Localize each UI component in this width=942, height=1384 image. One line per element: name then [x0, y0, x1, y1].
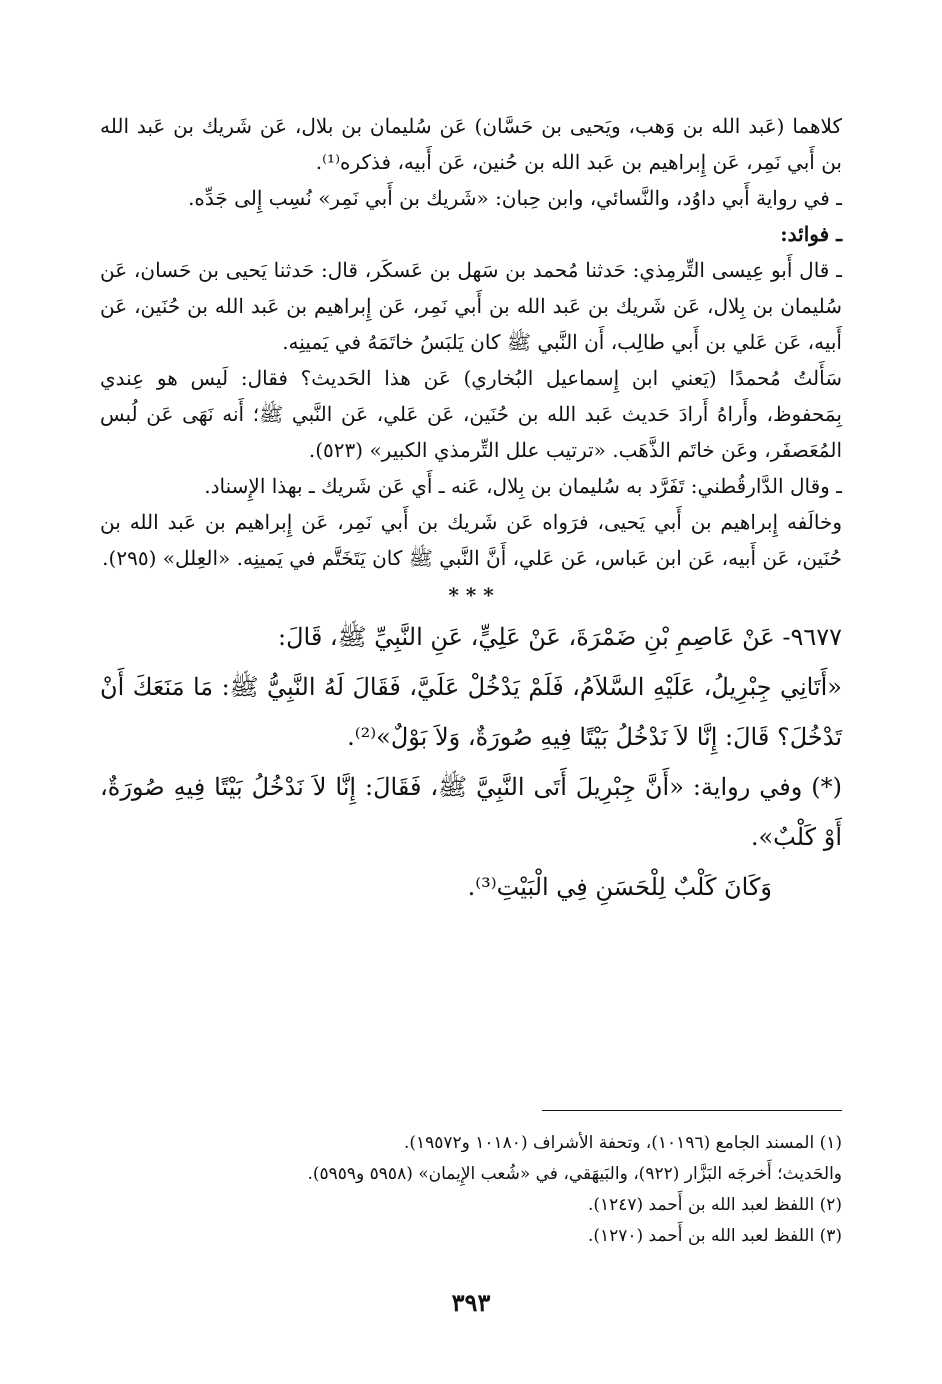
footnote-divider: [542, 1110, 842, 1111]
section-heading-fawaid: ـ فوائد:: [780, 222, 842, 246]
paragraph-variant-note: ـ في رواية أَبي داوُد، والنَّسائي، وابن حِبان: «شَريك بن أَبي نَمِر» نُسِب إِلى جَدِّه.: [188, 186, 842, 210]
hadith-variant: (*) وفي رواية: «أَنَّ جِبْرِيلَ أَتَى النَّبِيَّ ﷺ، فَقَالَ: إِنَّا لاَ نَدْخُلُ بَيْتًا فِيهِ صُورَةٌ، أَوْ كَلْبٌ».: [100, 773, 842, 851]
footnote-3: (٣) اللفظ لعبد الله بن أَحمد (١٢٧٠).: [587, 1226, 842, 1246]
paragraph-daraqutni: ـ وقال الدَّارقُطني: تَفَرَّد به سُليمان بن بِلال، عَنه ـ أَي عَن شَريك ـ بهذا الإِسناد.: [204, 474, 842, 498]
paragraph-chain: كلاهما (عَبد الله بن وَهب، ويَحيى بن حَسَّان) عَن سُليمان بن بلال، عَن شَريك بن عَبد الله بن أَبي نَمِر، عَن إِبراهيم بن عَبد الله بن حُنين، عَن أَبيه، فذكره⁽¹⁾.: [100, 114, 842, 174]
footnote-1: (١) المسند الجامع (١٠١٩٦)، وتحفة الأشراف (١٠١٨٠ و١٩٥٧٢).: [403, 1133, 842, 1153]
section-separator: * * *: [448, 583, 494, 607]
hadith-number-line: ٩٦٧٧- عَنْ عَاصِمِ بْنِ ضَمْرَةَ، عَنْ عَلِيٍّ، عَنِ النَّبِيِّ ﷺ، قَالَ:: [277, 623, 842, 651]
footnotes: [100, 1128, 842, 1252]
paragraph-bukhari-question: سَأَلتُ مُحمدًا (يَعني ابن إِسماعيل البُخاري) عَن هذا الحَديث؟ فقال: لَيس هو عِندي بِمَحفوظ، وأَراهُ أَرادَ حَديث عَبد الله بن حُنَين، عَن عَلي، عَن النَّبي ﷺ؛ أَنه نَهَى عَن لُبس المُعَصفَر، وعَن خاتَم الذَّهَب. «ترتيب علل التِّرمذي الكبير» (٥٢٣).: [100, 366, 842, 462]
main-text: [100, 108, 842, 912]
hadith-text: «أَتَانِي جِبْرِيلُ، عَلَيْهِ السَّلاَمُ، فَلَمْ يَدْخُلْ عَلَيَّ، فَقَالَ لَهُ النَّبِيُّ ﷺ: مَا مَنَعَكَ أَنْ تَدْخُلَ؟ قَالَ: إِنَّا لاَ نَدْخُلُ بَيْتًا فِيهِ صُورَةٌ، وَلاَ بَوْلٌ»⁽²⁾.: [100, 673, 842, 751]
page-number: ٣٩٣: [451, 1288, 491, 1317]
hadith-closing: وَكَانَ كَلْبٌ لِلْحَسَنِ فِي الْبَيْتِ⁽³⁾.: [467, 873, 772, 901]
paragraph-tirmidhi: ـ قال أَبو عِيسى التِّرمِذي: حَدثنا مُحمد بن سَهل بن عَسكَر، قال: حَدثنا يَحيى بن حَسان، عَن سُليمان بن بِلال، عَن شَريك بن عَبد الله بن أَبي نَمِر، عَن إِبراهيم بن عَبد الله بن حُنَين، عَن أَبيه، عَن عَلي بن أَبي طالِب، أَن النَّبي ﷺ كان يَلبَسُ خاتَمَهُ في يَمينِه.: [100, 258, 842, 354]
footnote-1-continued: والحَديث؛ أَخرجَه البَزَّار (٩٢٢)، والبَيهَقي، في «شُعب الإِيمان» (٥٩٥٨ و٥٩٥٩).: [307, 1164, 842, 1184]
paragraph-ilal: وخالَفه إِبراهيم بن أَبي يَحيى، فرَواه عَن شَريك بن أَبي نَمِر، عَن إِبراهيم بن عَبد الله بن حُنَين، عَن أَبيه، عَن ابن عَباس، عَن عَلي، أَنَّ النَّبي ﷺ كان يَتَخَتَّم في يَمينِه. «العِلل» (٢٩٥).: [100, 510, 842, 570]
footnote-2: (٢) اللفظ لعبد الله بن أَحمد (١٢٤٧).: [587, 1195, 842, 1215]
